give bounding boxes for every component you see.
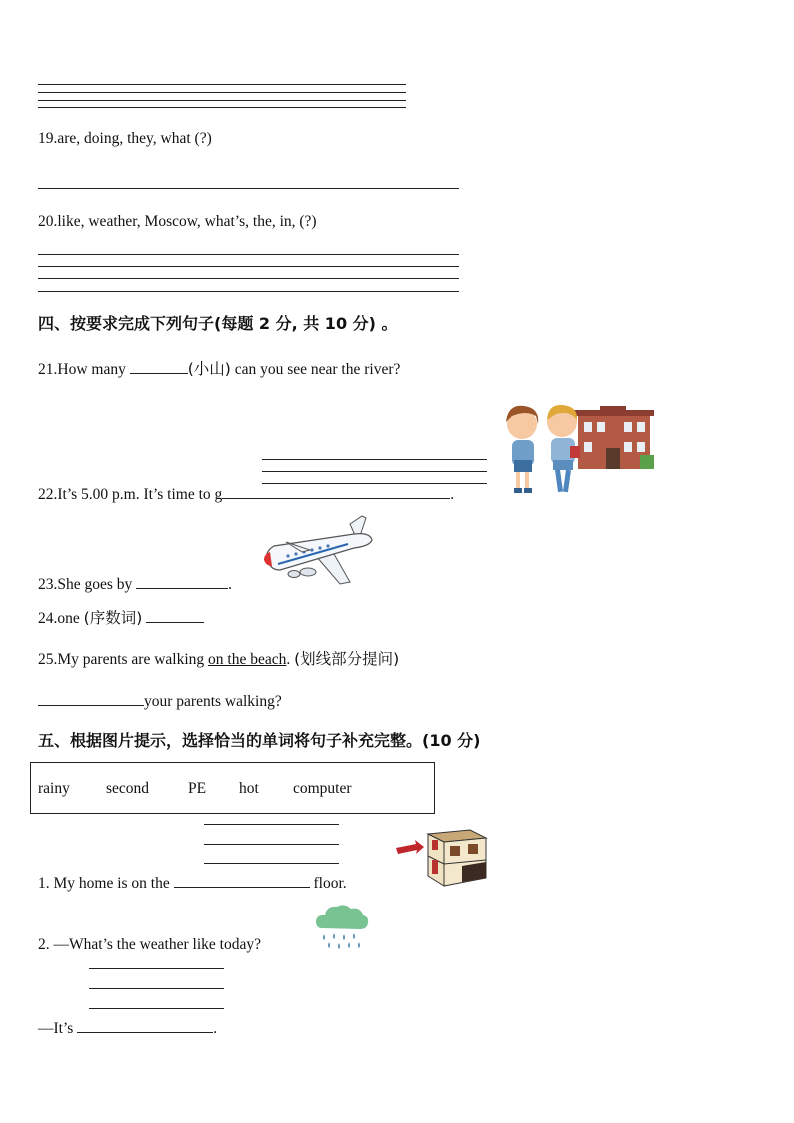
section-5-title: 五、根据图片提示，选择恰当的单词将句子补充完整。(10 分) [38,731,481,750]
answer-line[interactable] [89,968,224,969]
answer-blank[interactable] [77,1017,213,1033]
chinese-hint: (小山) [187,360,231,378]
question-text: How many [57,361,130,378]
answer-line[interactable] [38,107,406,108]
answer-blank[interactable] [130,358,188,374]
answer-line[interactable] [38,266,459,267]
answer-line[interactable] [89,988,224,989]
kids-school-illustration [500,400,655,500]
question-text: . [450,486,455,503]
answer-blank[interactable] [174,872,310,888]
answer-line[interactable] [38,92,406,93]
question-text: It’s 5.00 p.m. It’s time to g [57,486,223,503]
answer-line[interactable] [38,188,459,189]
underlined-phrase: on the beach [208,651,287,668]
word-bank-item: second [106,780,150,797]
question-21 [38,358,400,380]
rain-cloud-illustration [314,902,370,952]
question-number: 19. [38,130,58,147]
answer-line[interactable] [89,1008,224,1009]
question-number: 2. [38,936,50,953]
question-text: My parents are walking [57,651,209,668]
word-bank-box [30,762,435,814]
question-text: are, doing, they, what (?) [57,130,212,147]
chinese-hint: (序数词) [83,609,143,627]
question-23 [38,573,232,595]
question-number: 21. [38,361,58,378]
answer-line[interactable] [262,471,487,472]
word-bank-item: computer [293,780,352,797]
question-20 [38,212,317,232]
answer-line[interactable] [38,254,459,255]
house-arrow-illustration [396,826,488,890]
question-24 [38,607,204,629]
answer-blank[interactable] [222,483,450,499]
question-number: 1. [38,875,50,892]
airplane-illustration [258,512,376,592]
question-text: . [213,1020,218,1037]
question-text: your parents walking? [144,693,282,710]
question-text: —It’s [38,1020,78,1037]
answer-blank[interactable] [146,607,204,623]
word-bank-item: PE [188,780,207,797]
question-22 [38,483,454,505]
question-text: She goes by [57,576,137,593]
section-5-question-2-answer [38,1017,217,1039]
question-number: 23. [38,576,58,593]
answer-blank[interactable] [38,690,144,706]
section-5-question-2 [38,935,261,955]
question-number: 25. [38,651,58,668]
question-number: 24. [38,610,58,627]
answer-line[interactable] [38,84,406,85]
word-bank-item: hot [239,780,259,797]
answer-line[interactable] [262,459,487,460]
answer-line[interactable] [38,291,459,292]
question-25-answer [38,690,282,712]
question-text: floor. [309,875,347,892]
question-text: like, weather, Moscow, what’s, the, in, (?) [57,213,317,230]
question-text: —What’s the weather like today? [53,936,261,953]
question-text: . [286,651,295,668]
answer-blank[interactable] [136,573,228,589]
answer-line[interactable] [204,824,339,825]
question-text: My home is on the [53,875,174,892]
answer-line[interactable] [204,863,339,864]
section-4-title: 四、按要求完成下列句子(每题 2 分, 共 10 分) 。 [38,314,398,333]
question-number: 22. [38,486,58,503]
question-text: can you see near the river? [230,361,401,378]
section-5-question-1 [38,872,347,894]
answer-line[interactable] [204,844,339,845]
question-25 [38,649,399,670]
answer-line[interactable] [38,100,406,101]
question-19 [38,129,212,149]
word-bank-item: rainy [38,780,70,797]
question-number: 20. [38,213,58,230]
chinese-hint: (划线部分提问) [294,650,400,668]
question-text: one [57,610,80,627]
question-text: . [228,576,233,593]
answer-line[interactable] [38,278,459,279]
